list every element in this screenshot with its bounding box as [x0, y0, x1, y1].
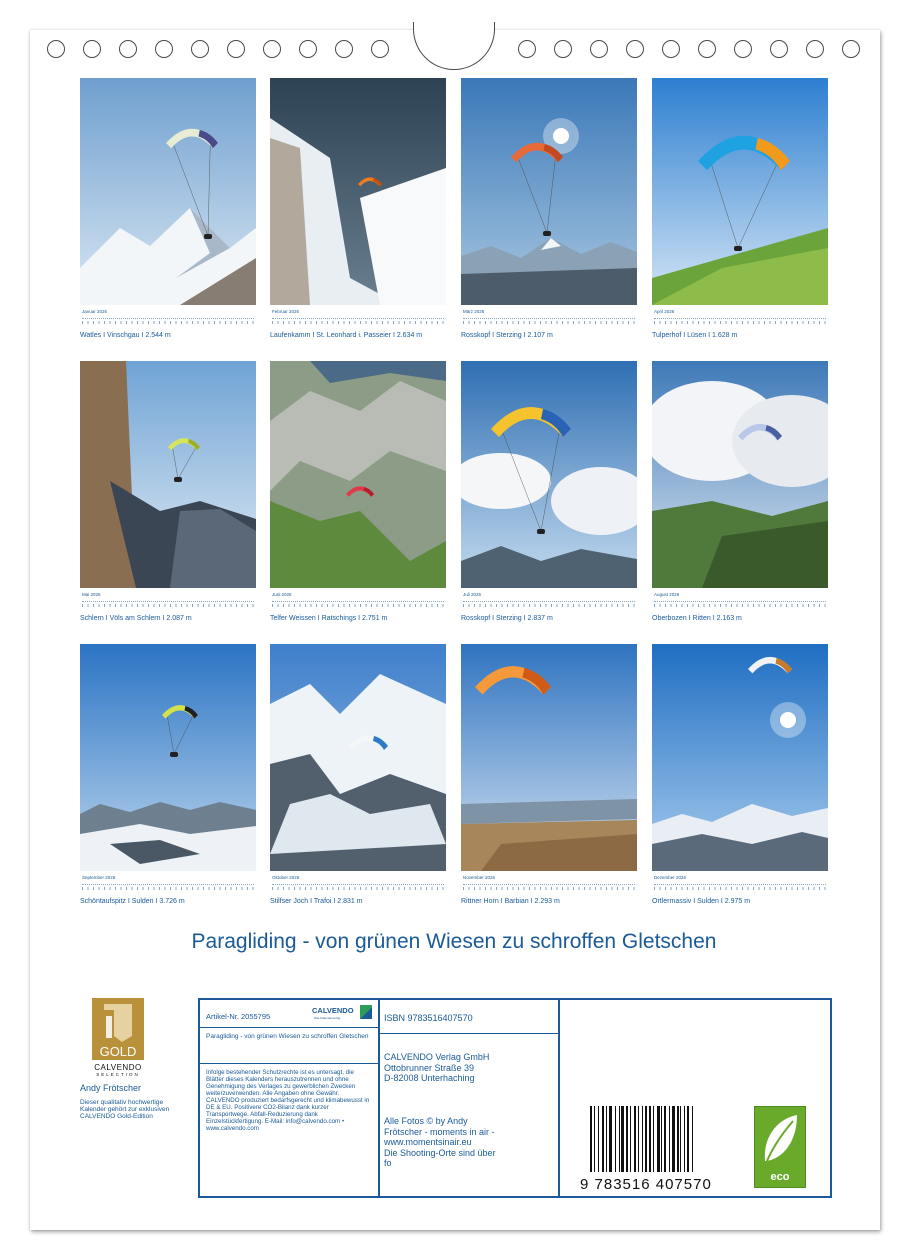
barcode-bar: [669, 1106, 670, 1172]
calvendo-mini-subline: Das Kalenderverlag: [314, 1016, 341, 1020]
imprint-box: [198, 998, 832, 1198]
imprint-title: Paragliding - von grünen Wiesen zu schroffen Gletschen: [200, 1028, 378, 1064]
photo-caption: Ortlermassiv I Sulden I 2.975 m: [652, 898, 751, 905]
month-photo: [652, 78, 828, 305]
photo-scene: [652, 361, 828, 588]
credit-line: Die Shooting-Orte sind über: [384, 1147, 496, 1158]
month-name: Dezember 2026: [654, 875, 687, 880]
month-photo: [461, 644, 637, 871]
credit-line: Frötscher - moments in air -: [384, 1126, 495, 1137]
month-photo: [80, 644, 256, 871]
month-3: [461, 78, 637, 348]
binding-ring: [227, 40, 245, 58]
binding-ring: [590, 40, 608, 58]
gold-label: GOLD: [99, 1044, 137, 1059]
photo-scene: [270, 644, 446, 871]
binding-ring: [554, 40, 572, 58]
month-2: [270, 78, 446, 348]
leaf-icon: [755, 1107, 805, 1169]
barcode-bar: [630, 1106, 631, 1172]
photo-credits: [384, 1116, 514, 1169]
photo-caption: Rittner Horn I Barbian I 2.293 m: [461, 898, 560, 905]
photo-scene: [80, 361, 256, 588]
month-photo: [461, 361, 637, 588]
month-1: [80, 78, 256, 348]
barcode-bar: [653, 1106, 654, 1172]
credit-line: www.momentsinair.eu: [384, 1137, 472, 1147]
photo-scene: [461, 361, 637, 588]
mini-calendar-days: [272, 315, 444, 327]
binding-ring: [734, 40, 752, 58]
barcode-bar: [606, 1106, 607, 1172]
binding-ring: [698, 40, 716, 58]
month-9: [80, 644, 256, 914]
photo-caption: Schöntaufspitz I Sulden I 3.726 m: [80, 898, 185, 905]
photo-caption: Stilfser Joch I Trafoi I 2.831 m: [270, 898, 363, 905]
photo-caption: Rosskopf I Sterzing I 2.837 m: [461, 615, 553, 622]
binding-ring: [299, 40, 317, 58]
binding-ring: [842, 40, 860, 58]
mini-calendar-days: [654, 881, 826, 893]
barcode-bar: [657, 1106, 660, 1172]
month-photo: [80, 78, 256, 305]
barcode-bar: [649, 1106, 651, 1172]
month-photo: [652, 361, 828, 588]
credit-line: fo: [384, 1158, 392, 1168]
author-name: Andy Frötscher: [80, 1083, 142, 1093]
barcode-bar: [677, 1106, 679, 1172]
ean-barcode: [580, 1106, 726, 1193]
barcode-bar: [626, 1106, 628, 1172]
mini-calendar-days: [82, 315, 254, 327]
month-name: September 2026: [82, 875, 116, 880]
month-photo: [652, 644, 828, 871]
binding-ring: [155, 40, 173, 58]
month-photo: [461, 78, 637, 305]
month-photo: [80, 361, 256, 588]
photo-caption: Laufenkamm I St. Leonhard i. Passeier I 2.634 m: [270, 332, 423, 339]
barcode-bar: [594, 1106, 595, 1172]
mini-calendar-days: [654, 598, 826, 610]
barcode-bar: [680, 1106, 681, 1172]
month-name: Juni 2026: [272, 592, 292, 597]
credit-line: Alle Fotos © by Andy: [384, 1116, 468, 1126]
publisher-address: [384, 1052, 489, 1084]
barcode-bar: [615, 1106, 616, 1172]
month-photo: [270, 78, 446, 305]
eco-label: eco: [770, 1171, 790, 1183]
photo-scene: [461, 644, 637, 871]
month-10: [270, 644, 446, 914]
month-name: April 2026: [654, 309, 675, 314]
month-5: [80, 361, 256, 631]
month-grid: [80, 78, 830, 918]
month-name: Juli 2026: [463, 592, 482, 597]
binding-ring: [47, 40, 65, 58]
month-name: August 2026: [654, 592, 680, 597]
mini-calendar-days: [463, 598, 635, 610]
binding-ring: [335, 40, 353, 58]
spiral-binding: [0, 0, 908, 80]
barcode-bars: [590, 1106, 720, 1172]
photo-caption: Schlern I Völs am Schlern I 2.087 m: [80, 615, 192, 622]
barcode-bar: [638, 1106, 639, 1172]
barcode-bar: [634, 1106, 636, 1172]
binding-ring: [263, 40, 281, 58]
photo-scene: [652, 644, 828, 871]
barcode-bar: [687, 1106, 689, 1172]
barcode-bar: [598, 1106, 599, 1172]
photo-caption: Telfer Weissen I Ratschings I 2.751 m: [270, 615, 388, 622]
publisher-line: CALVENDO Verlag GmbH: [384, 1052, 490, 1062]
month-name: Mai 2026: [82, 592, 101, 597]
month-photo: [270, 644, 446, 871]
imprint-column-middle: [380, 1000, 560, 1196]
photo-scene: [80, 644, 256, 871]
binding-ring: [662, 40, 680, 58]
photo-caption: Tulperhof I Lüsen I 1.628 m: [652, 332, 738, 339]
calvendo-mini-logo-text: CALVENDO: [312, 1006, 354, 1015]
barcode-bar: [692, 1106, 693, 1172]
barcode-bar: [619, 1106, 620, 1172]
photo-scene: [80, 78, 256, 305]
mini-calendar-days: [82, 881, 254, 893]
binding-ring: [806, 40, 824, 58]
publisher-line: Ottobrunner Straße 39: [384, 1062, 475, 1073]
photo-caption: Oberbozen I Ritten I 2.163 m: [652, 615, 742, 622]
imprint-column-left: [200, 1000, 380, 1196]
barcode-bar: [609, 1106, 612, 1172]
photo-scene: [652, 78, 828, 305]
binding-ring: [518, 40, 536, 58]
binding-ring: [770, 40, 788, 58]
binding-ring: [119, 40, 137, 58]
month-12: [652, 644, 828, 914]
legal-notice: Infolge bestehender Schutzrechte ist es untersagt, die Blätter dieses Kalenders herauszutrennen und ohne Genehmigung des Verlages zu gewerblichen Zwecken weiterzuverwenden. Alle Angaben ohne Gewähr. CALVENDO produziert bedarfsgerecht und klimabewusst in DE & EU. Positivere CO2-Bilanz dank kurzer Transportwege. Abfall-Reduzierung dank Einzelstückfertigung. E-Mail: info@calvendo.com • www.calvendo.com: [206, 1069, 370, 1132]
mini-calendar-days: [272, 881, 444, 893]
month-8: [652, 361, 828, 631]
mini-calendar-days: [463, 881, 635, 893]
mini-calendar-days: [463, 315, 635, 327]
calvendo-gold-logo: [92, 998, 144, 1060]
imprint-column-right: [562, 1000, 830, 1196]
mini-calendar-days: [82, 598, 254, 610]
month-11: [461, 644, 637, 914]
barcode-bar: [602, 1106, 604, 1172]
binding-ring: [371, 40, 389, 58]
photo-scene: [270, 361, 446, 588]
barcode-bar: [642, 1106, 643, 1172]
mini-calendar-days: [272, 598, 444, 610]
photo-caption: Watles I Vinschgau I 2.544 m: [80, 332, 171, 339]
photo-scene: [461, 78, 637, 305]
month-name: Januar 2026: [82, 309, 108, 314]
selection-label: SELECTION: [96, 1072, 140, 1077]
month-photo: [270, 361, 446, 588]
calvendo-mark-icon: [360, 1005, 372, 1019]
mini-calendar-days: [654, 315, 826, 327]
month-7: [461, 361, 637, 631]
month-name: November 2026: [463, 875, 496, 880]
barcode-bar: [590, 1106, 592, 1172]
isbn-row: [380, 1000, 558, 1034]
barcode-bar: [621, 1106, 624, 1172]
calvendo-label: CALVENDO: [94, 1063, 142, 1072]
month-name: Februar 2026: [272, 309, 300, 314]
ean-number: 9 783516 407570: [580, 1176, 712, 1193]
photo-scene: [270, 78, 446, 305]
gold-edition-note: Dieser qualitativ hochwertige Kalender gehört zur exklusiven CALVENDO Gold-Edition: [80, 1099, 170, 1120]
article-number: Artikel-Nr. 2055795: [206, 1012, 271, 1021]
barcode-bar: [672, 1106, 675, 1172]
month-6: [270, 361, 446, 631]
calendar-title: Paragliding - von grünen Wiesen zu schroffen Gletschen: [191, 930, 717, 953]
article-row: [200, 1000, 378, 1028]
publisher-line: D-82008 Unterhaching: [384, 1073, 475, 1083]
hanger-hook: [413, 22, 495, 70]
barcode-bar: [645, 1106, 647, 1172]
month-4: [652, 78, 828, 348]
month-name: Oktober 2026: [272, 875, 300, 880]
barcode-bar: [684, 1106, 685, 1172]
eco-badge: [754, 1106, 806, 1188]
barcode-bar: [664, 1106, 666, 1172]
binding-ring: [191, 40, 209, 58]
photo-caption: Rosskopf I Sterzing I 2.107 m: [461, 332, 553, 339]
isbn: ISBN 9783516407570: [384, 1013, 473, 1023]
barcode-bar: [661, 1106, 662, 1172]
month-name: März 2026: [463, 309, 485, 314]
binding-ring: [83, 40, 101, 58]
binding-ring: [626, 40, 644, 58]
